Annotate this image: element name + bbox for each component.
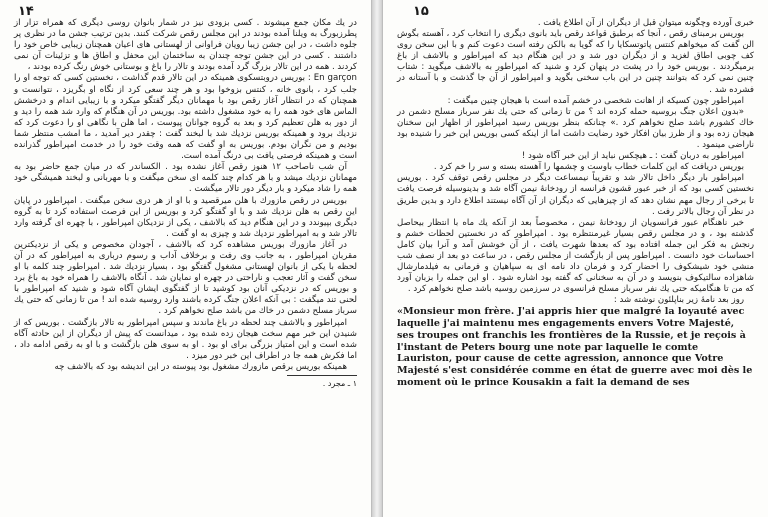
- right-page: [382, 0, 768, 517]
- footnote: ۱ ـ مجرد .: [322, 379, 357, 388]
- paragraph: روز بعد نامهٔ زیر بناپلئون نوشته شد :: [613, 295, 744, 306]
- paragraph: خبری آورده وچگونه میتوان قبل از دیگران از آن اطلاع یافت .: [537, 18, 754, 28]
- left-page: [0, 0, 372, 517]
- paragraph: بوریس در رقص مازورك با هلن میرقصید و با او از هر دری سخن میگفت . امپراطور در پایان این رقص به هلن نزدیك شد و با او گفتگو كرد و بوریس از این فرصت استفاده كرد تا به گروه دیگری بپیوندد و در این هنگام دید كه بالاشف ، یكی از نزدیكان امپراطور ، با چهره ای گرفته وارد تالار شد و به امپراطور نزدیك شد و چیزی به او گفت .: [14, 195, 357, 239]
- paragraph: بوریس دریافت كه این كلمات خطاب باوست و چشمها را آهسته بسته و سر را خم كرد .: [433, 162, 744, 173]
- paragraph: امپراطور بار دیگر داخل تالار شد و تقریباً نیمساعت دیگر در مجلس رقص توقف كرد . بوریس نخستین كسی بود كه از خبر عبور قشون فرانسه از رودخانهٔ نیمن آگاه شد و بدینوسیله فرصت یافت تا برخی از رجال مهم نشان دهد كه از چیزهایی كه دیگران از آن آگاه نیستند اطلاع دارد و بدین طریق در نظر آن رجال بالاتر رفت .: [397, 173, 754, 217]
- paragraph: همینكه بوریس برقص مازورك مشغول بود پیوسته در این اندیشه بود كه بالاشف چه: [54, 361, 347, 372]
- paragraph: «بدون اعلان جنگ بروسیه حمله كرده اند ؟ من تا زمانی كه حتی یك نفر سرباز مسلح دشمن در خاك كشورم باشد صلح نخواهم كرد .» چنانكه بنظر بوریس رسید امپراطور از اظهار این سخنان هیجان زده بود و از ظرز بیان افكار خود رضایت داشت اما از اینكه كسی بوریس این خبر را شنیده بود ناراضی مینمود .: [397, 106, 754, 151]
- paragraph: در آغاز مازورك بوریس مشاهده كرد كه بالاشف ، آجودان مخصوص و یكی از نزدیكترین مقربان امپراطور ، به جانب وی رفت و برخلاف آداب و رسوم درباری به امپراطور كه در آن لحظه با یكی از بانوان لهستانی مشغول گفتگو بود ، بسیار نزدیك شد . امپراطور چند كلمه با او سخن گفت و آثار تعجب و ناراحتی در چهره او نمایان شد . آنگاه بالاشف را همراه خود به باغ برد و بوریس كه در نزدیكی آنان بود كوشید تا از گفتگوی ایشان آگاه شود و شنید كه امپراطور با لحنی تند میگفت : بی آنكه اعلان جنگ كرده باشند وارد روسیه شده اند ! من تا زمانی كه حتی یك سرباز مسلح دشمن در خاك من باشد صلح نخواهم كرد .: [14, 239, 357, 317]
- paragraph: در یك مكان جمع میشوند . كسی بزودی نیز در شمار بانوان روسی دیگری كه همراه تزار از پطرزبورگ به ویلنا آمده بودند در این مجلس رقص شركت كنند. بدین ترتیب جشن ما در نظری پر جلوه داشت ، در این جشن زیبا رویان فراوانی از لهستانی های اعیان همچنان زیبایی خاص خود را داشتند . كسی در این جشن توجه چندان به ساختمان این محفل و اطاق ها و تزئینات آن نمی كردند . همه در این تالار بزرگ گرد آمده بودند و تالار را باغ و بوستانی خوش رنگ كرده بودند ،: [14, 18, 357, 73]
- page-number: ۱۴: [18, 4, 34, 19]
- paragraph: خبر ناهنگام عبور فرانسویان از رودخانهٔ نیمن ، مخصوصاً بعد از آنكه یك ماه با انتظار بیحاصل گذشته بود ، و در مجلس رقص بسیار غیرمنتظره بود . امپراطور كه در نخستین لحظات خشم و رنجش به فكر این جمله افتاده بود كه بعدها شهرت یافت ، از آن خوشش آمد و آنرا بیان كامل احساسات خود دانست . امپراطور پس از بازگشت از مجلس رقص ، در ساعت دو بعد از نصف شب منشی خود شیشكوف را احضار كرد و فرمان داد نامه ای به سپاهیان و فرمانی به فیلدمارشال شاهزاده سالتیكوف بنویسد و در آن به سخنانی كه گفته بود اشاره شود . او این جمله را بزبان آورد كه من تا هنگامیكه حتی یك نفر سرباز مسلح فرانسوی در سرزمین روسیه باشد صلح نخواهم كرد .: [397, 217, 754, 295]
- footnote-divider: [287, 375, 357, 376]
- paragraph: امپراطور و بالاشف چند لحظه در باغ ماندند و سپس امپراطور به تالار بازگشت . بوریس كه از شنیدن این خبر مهم سخت هیجان زده شده بود ، میدانست كه پیش از دیگران از این حادثه آگاه شده است و این امتیاز بزرگی برای او بود . او به سوی هلن بازگشت و با او به رقص ادامه داد ، اما فكرش همه جا در اطراف این خبر دور میزد .: [14, 317, 357, 361]
- french-letter-quote: «Monsieur mon frère. J'ai appris hier que malgré la loyauté avec laquelle j'ai maintenu mes engagements envers Votre Majesté, ses troupes ont franchis les frontières de la Russie, et je reçois à l'instant de Peters bourg une note par laquelle le comte Lauriston, pour cause de cette agression, annonce que Votre Majesté s'est considérée comme en état de guerre avec moi dès le moment où le prince Kousakin a fait la demand de ses: [397, 306, 753, 388]
- book-gutter: [372, 0, 382, 517]
- paragraph: آن شب ناصاحب ۱۲ هنوز رقص آغاز نشده بود . الكساندر كه در میان جمع حاضر بود به مهمانان نزدیك میشد و با هر كدام چند كلمه ای سخن میگفت و با مهربانی و لبخند همیشگی خود همه را شاد میكرد و بار دیگر دور تالار میگشت .: [14, 162, 357, 195]
- right-page-text: [397, 18, 754, 388]
- paragraph: En garçon : بوریس دروبتسكوی همینكه در این تالار قدم گذاشت ، نخستین كسی كه توجه او را جلب كرد ، بانوی خانه ، كنتس بزوخوا بود و هر چند سعی كرد از نگاه او بگریزد ، نتوانست و همچنان كه در انتظار آغاز رقص بود با مهمانان دیگر گفتگو میكرد و با زیبایی اندام و درخشش الماس های خود همه را به خود مشغول داشته بود. بوریس در آن هنگام كه وارد شد همه را دید و از دور به هلن تعظیم كرد و بعد به گروه جوانان پیوست ، اما هلن با نگاهی او را دعوت كرد كه نزدیك برود و همینكه بوریس نزدیك شد با لبخند گفت : چقدر دیر آمدید ، ما امشب منتظر شما بودیم و من نگران بودم. بوریس به او گفت كه همه وقت خود را در خدمت امپراطور گذرانده است و همینكه فرصتی یافت بی درنگ آمده است.: [14, 73, 357, 162]
- paragraph: بوریس برمبنای رقص ، آنجا كه برطبق قواعد رقص باید بانوی دیگری را انتخاب كرد ، آهسته بگوش الن گفت كه میخواهم كنتس پاتوتسكایا را كه گویا به بالكن رفته است دعوت كنم و با این سخن روی كف چوبی اطاق لغزید و از دیگران دور شد و در این هنگام دید كه امپراطور و بالاشف از باغ برمیگردند . بوریس خود را در پشت در پنهان كرد و شنید كه امپراطور به بالاشف میگوید : شتاب چنین نمی كرد كه بتوانند چنین در این باب سخنی بگوید و امپراطور از آن جا گذشت و با آستانه در فشرده شد .: [397, 29, 754, 95]
- page-number: ۱۵: [413, 4, 429, 19]
- paragraph: امپراطور چون كسیكه از اهانت شخصی در خشم آمده است با هیجان چنین میگفت :: [447, 95, 744, 106]
- paragraph: امپراطور به دربان گفت : ـ هیچكس نباید از این خبر آگاه شود !: [521, 151, 744, 162]
- left-page-text: [14, 18, 357, 389]
